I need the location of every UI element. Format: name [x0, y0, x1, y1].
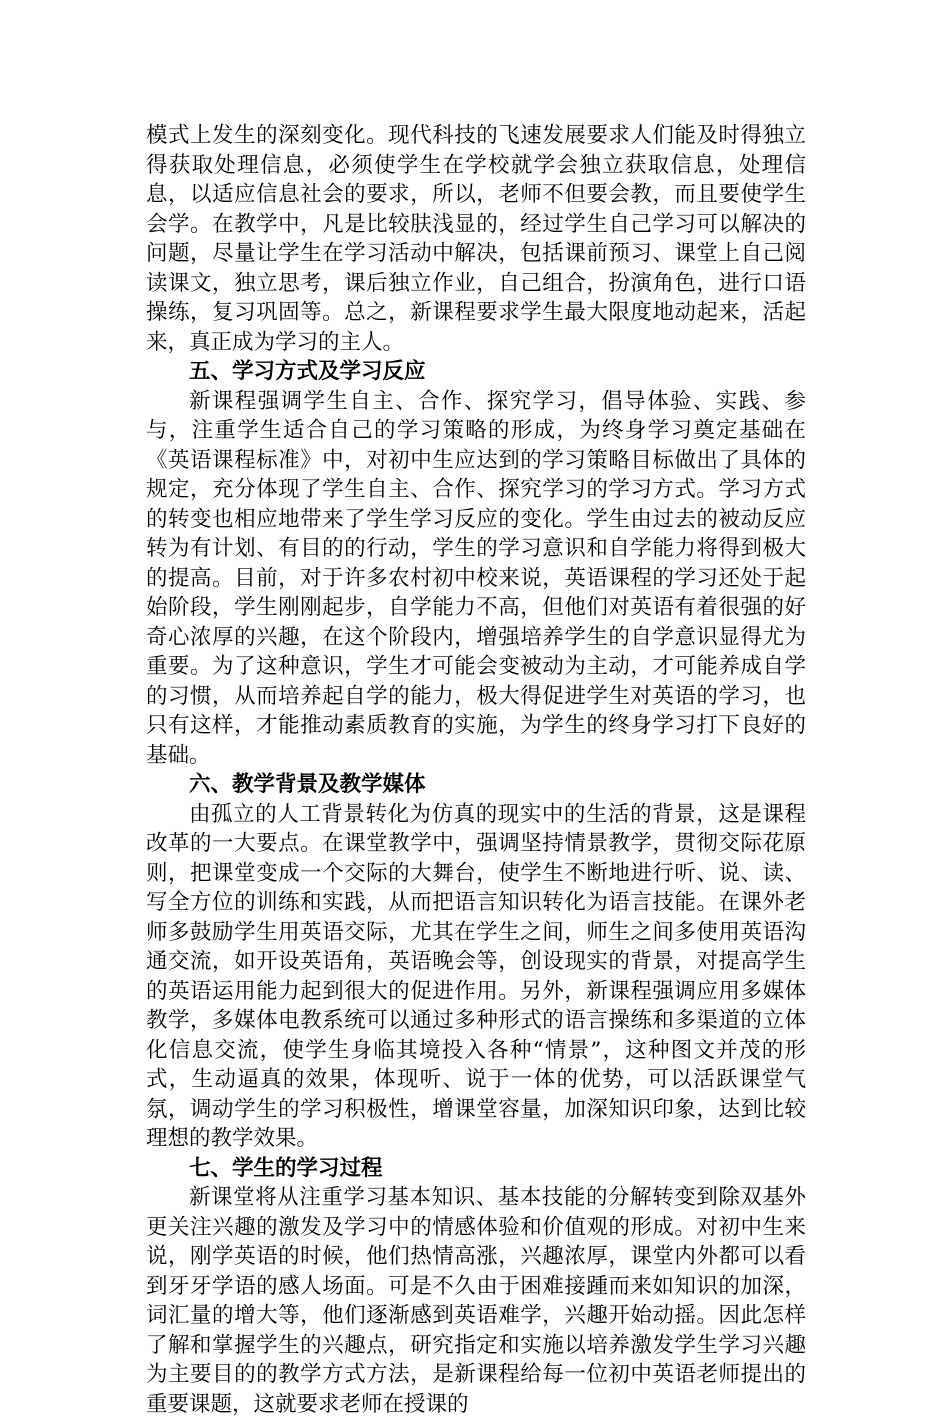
section-heading-7: 七、学生的学习过程 — [189, 1155, 383, 1181]
paragraph-continuation: 模式上发生的深刻变化。现代科技的飞速发展要求人们能及时得独立得获取处理信息，必须使学生在学校就学会独立获取信息，处理信息，以适应信息社会的要求，所以，老师不但要会教，而且要使学生会学。在教学中，凡是比较肤浅显的，经过学生自己学习可以解决的问题，尽量让学生在学习活动中解决，包括课前预习、课堂上自己阅读课文，独立思考，课后独立作业，自己组合，扮演角色，进行口语操练，复习巩固等。总之，新课程要求学生最大限度地动起来，活起来，真正成为学习的主人。 — [146, 123, 806, 355]
paragraph-section-7: 新课堂将从注重学习基本知识、基本技能的分解转变到除双基外更关注兴趣的激发及学习中的情感体验和价值观的形成。对初中生来说，刚学英语的时候，他们热情高涨，兴趣浓厚，课堂内外都可以看到牙牙学语的感人场面。可是不久由于困难接踵而来如知识的加深，词汇量的增大等，他们逐渐感到英语难学，兴趣开始动摇。因此怎样了解和掌握学生的兴趣点，研究指定和实施以培养激发学生学习兴趣为主要目的的教学方式方法，是新课程给每一位初中英语老师提出的重要课题，这就要求老师在授课的 — [146, 1185, 806, 1417]
section-heading-6: 六、教学背景及教学媒体 — [189, 772, 426, 797]
paragraph-section-5: 新课程强调学生自主、合作、探究学习，倡导体验、实践、参与，注重学生适合自己的学习策略的形成，为终身学习奠定基础在《英语课程标准》中，对初中生应达到的学习策略目标做出了具体的规定，充分体现了学生自主、合作、探究学习的学习方式。学习方式的转变也相应地带来了学生学习反应的变化。学生由过去的被动反应转为有计划、有目的的行动，学生的学习意识和自学能力将得到极大的提高。目前，对于许多农村初中校来说，英语课程的学习还处于起始阶段，学生刚刚起步，自学能力不高，但他们对英语有着很强的好奇心浓厚的兴趣，在这个阶段内，增强培养学生的自学意识显得尤为重要。为了这种意识，学生才可能会变被动为主动，才可能养成自学的习惯，从而培养起自学的能力，极大得促进学生对英语的学习，也只有这样，才能推动素质教育的实施，为学生的终身学习打下良好的基础。 — [146, 388, 806, 768]
document-body — [146, 121, 806, 1419]
section-heading-5: 五、学习方式及学习反应 — [189, 359, 426, 384]
paragraph-section-6: 由孤立的人工背景转化为仿真的现实中的生活的背景，这是课程改革的一大要点。在课堂教学中，强调坚持情景教学，贯彻交际花原则，把课堂变成一个交际的大舞台，使学生不断地进行听、说、读、写全方位的训练和实践，从而把语言知识转化为语言技能。在课外老师多鼓励学生用英语交际，尤其在学生之间，师生之间多使用英语沟通交流，如开设英语角，英语晚会等，创设现实的背景，对提高学生的英语运用能力起到很大的促进作用。另外，新课程强调应用多媒体教学，多媒体电教系统可以通过多种形式的语言操练和多渠道的立体化信息交流，使学生身临其境投入各种“情景”，这种图文并茂的形式，生动逼真的效果，体现听、说于一体的优势，可以活跃课堂气氛，调动学生的学习积极性，增课堂容量，加深知识印象，达到比较理想的教学效果。 — [146, 801, 806, 1151]
